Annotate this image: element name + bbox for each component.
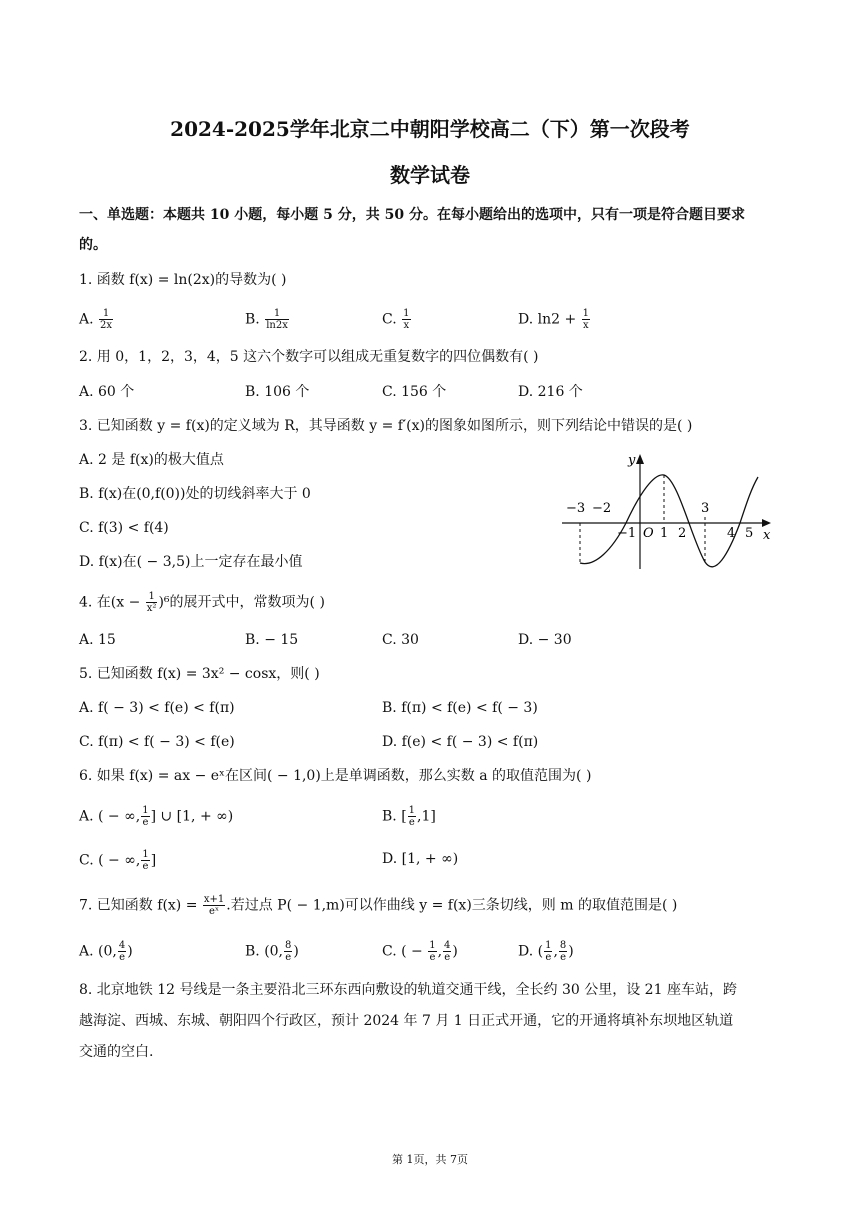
q2-option-c: C. 156 个: [382, 384, 447, 400]
y-axis-label: y: [628, 453, 636, 468]
page-subtitle: 数学试卷: [390, 163, 470, 187]
q3-option-b: B. f(x)在(0,f(0))处的切线斜率大于 0: [79, 486, 311, 502]
q3-option-a: A. 2 是 f(x)的极大值点: [79, 452, 224, 468]
q3-option-c: C. f(3) < f(4): [79, 520, 169, 536]
tick-minus2: −2: [592, 501, 612, 516]
q5-stem: 5. 已知函数 f(x) = 3x² − cosx，则( ): [79, 666, 320, 682]
q6-option-b: B. [ $\frac{1}{e}$ ,1]: [382, 805, 436, 828]
tick-5: 5: [745, 526, 754, 541]
q1-option-a: A. $\frac{1}{2x}$: [79, 308, 113, 331]
page-footer: 第 1页，共 7页: [392, 1153, 468, 1166]
q4-option-b: B. − 15: [245, 632, 299, 648]
q2-option-d: D. 216 个: [518, 384, 583, 400]
tick-minus3: −3: [566, 501, 586, 516]
q8-line2: 越海淀、西城、东城、朝阳四个行政区，预计 2024 年 7 月 1 日正式开通，它的开通将填补东坝地区轨道: [79, 1013, 734, 1029]
q6-option-a: A. ( − ∞, $\frac{1}{e}$ ] ∪ [1, + ∞): [79, 805, 234, 828]
q5-option-b: B. f(π) < f(e) < f( − 3): [382, 700, 538, 716]
section-heading: 一、单选题：本题共 10 小题，每小题 5 分，共 50 分。在每小题给出的选项中，只有一项是符合题目要求: [79, 207, 745, 223]
q2-stem: 2. 用 0，1，2，3，4，5 这六个数字可以组成无重复数字的四位偶数有( ): [79, 349, 539, 365]
q6-option-c: C. ( − ∞, $\frac{1}{e}$ ]: [79, 849, 157, 872]
q4-stem: 4. 在(x − $\frac{1}{\text{x²}}$ )⁶的展开式中，常数项为( ): [79, 591, 325, 614]
tick-4: 4: [727, 526, 736, 541]
tick-3: 3: [701, 501, 710, 516]
x-axis-label: x: [763, 528, 771, 543]
q6-option-d: D. [1, + ∞): [382, 851, 459, 867]
q3-stem: 3. 已知函数 y = f(x)的定义域为 R，其导函数 y = f′(x)的图象如图所示，则下列结论中错误的是( ): [79, 418, 693, 434]
tick-2: 2: [678, 526, 687, 541]
derivative-curve: [580, 475, 758, 567]
q2-option-a: A. 60 个: [79, 384, 135, 400]
q1-stem: 1. 函数 f(x) = ln(2x)的导数为( ): [79, 272, 287, 288]
y-axis-arrow: [636, 454, 644, 464]
q5-option-c: C. f(π) < f( − 3) < f(e): [79, 734, 235, 750]
q1-option-c: C. $\frac{1}{x}$: [382, 308, 410, 331]
section-heading-cont: 的。: [79, 237, 107, 253]
origin-label: O: [643, 526, 654, 541]
q3-option-d: D. f(x)在( − 3,5)上一定存在最小值: [79, 554, 303, 570]
tick-minus1: −1: [617, 526, 637, 541]
page-title: 2024-2025学年北京二中朝阳学校高二（下）第一次段考: [170, 117, 690, 141]
q2-option-b: B. 106 个: [245, 384, 310, 400]
q7-option-c: C. ( − $\frac{1}{e}$ , $\frac{4}{e}$ ): [382, 940, 458, 963]
q7-option-a: A. (0, $\frac{4}{e}$ ): [79, 940, 133, 963]
q5-option-d: D. f(e) < f( − 3) < f(π): [382, 734, 539, 750]
q7-option-b: B. (0, $\frac{8}{e}$ ): [245, 940, 299, 963]
derivative-graph: [560, 445, 782, 573]
q8-line3: 交通的空白.: [79, 1044, 154, 1060]
q6-stem: 6. 如果 f(x) = ax − eˣ在区间( − 1,0)上是单调函数，那么实数 a 的取值范围为( ): [79, 768, 592, 784]
q7-stem: 7. 已知函数 f(x) = $\frac{x+1}{\text{eˣ}}$ .若过点 P( − 1,m)可以作曲线 y = f(x)三条切线，则 m 的取值范围是( ): [79, 894, 678, 917]
q4-option-c: C. 30: [382, 632, 419, 648]
q1-option-d: D. ln2 + $\frac{1}{x}$: [518, 308, 590, 331]
q4-option-d: D. − 30: [518, 632, 572, 648]
q1-option-b: B. $\frac{1}{\ln 2x}$: [245, 308, 288, 331]
q7-option-d: D. ( $\frac{1}{e}$ , $\frac{8}{e}$ ): [518, 940, 574, 963]
q5-option-a: A. f( − 3) < f(e) < f(π): [79, 700, 235, 716]
tick-1: 1: [660, 526, 669, 541]
q8-line1: 8. 北京地铁 12 号线是一条主要沿北三环东西向敷设的轨道交通干线，全长约 30 公里，设 21 座车站，跨: [79, 982, 737, 998]
x-axis-arrow: [762, 519, 771, 527]
q4-option-a: A. 15: [79, 632, 116, 648]
